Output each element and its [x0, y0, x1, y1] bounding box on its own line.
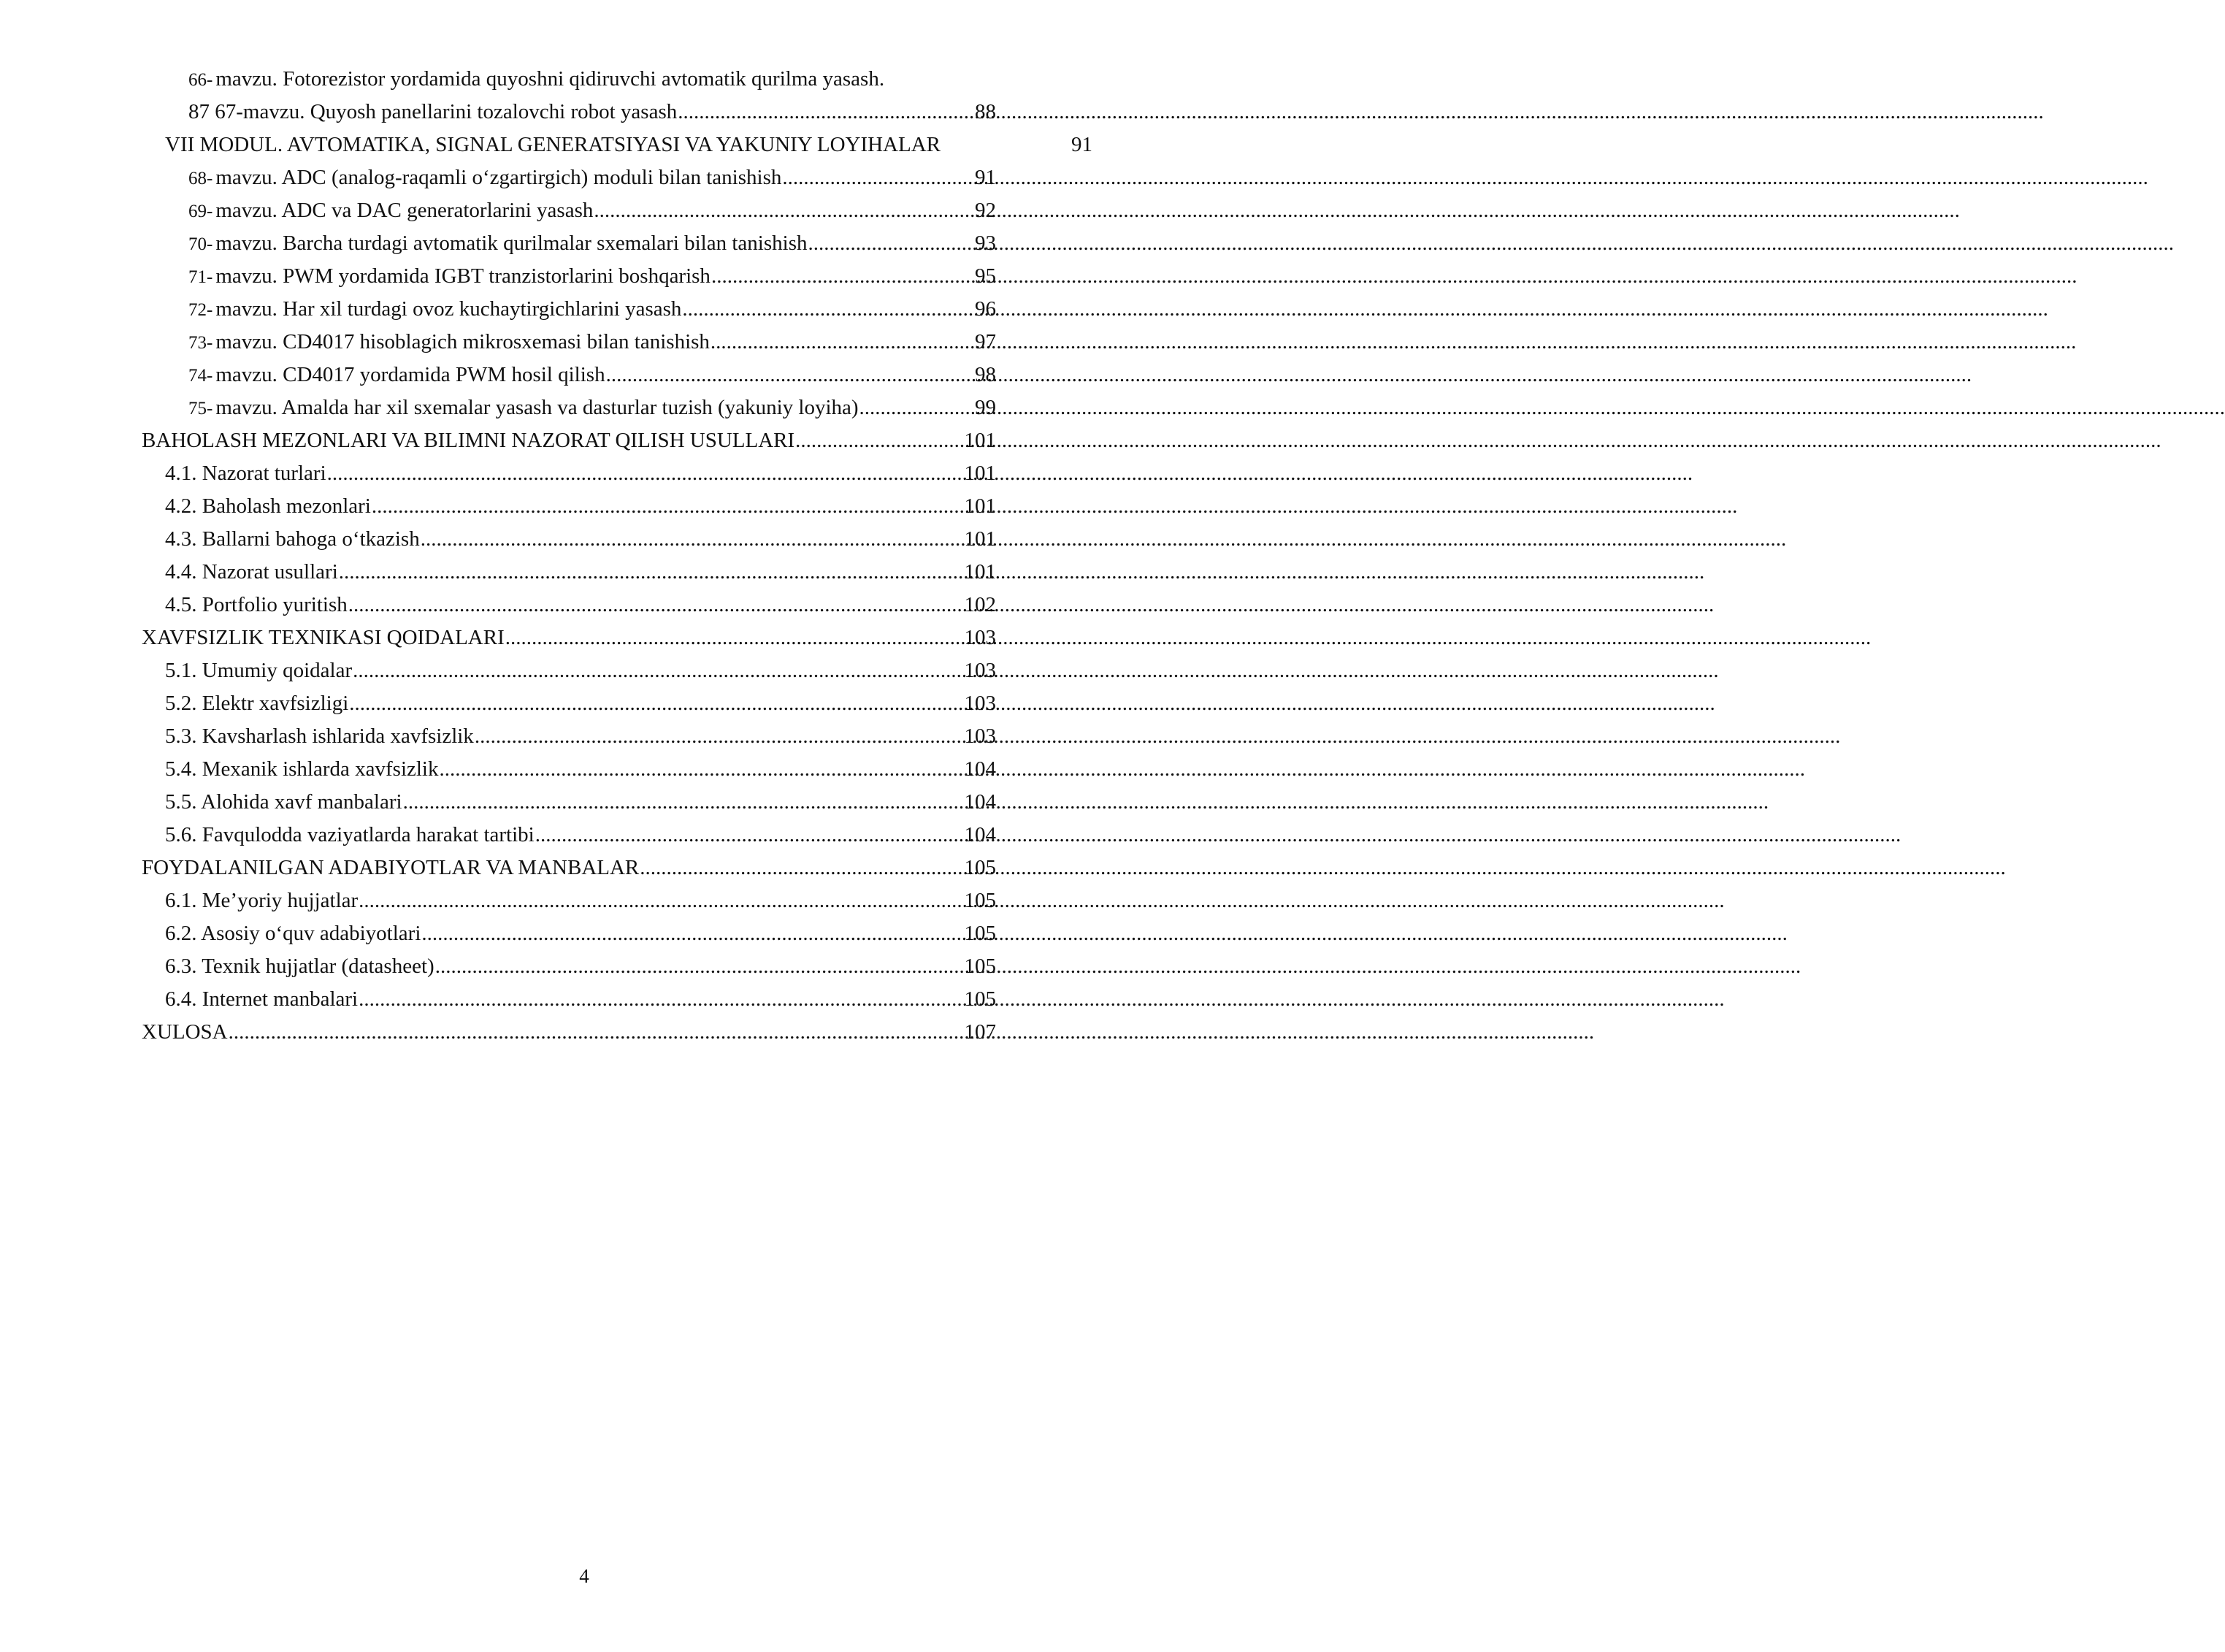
toc-entry-title: 6.2. Asosiy o‘quv adabiyotlari: [165, 922, 421, 945]
toc-entry[interactable]: [142, 1016, 996, 1049]
toc-entry-page: 103: [964, 626, 996, 649]
toc-dot-leader: [348, 589, 964, 622]
toc-entry-title: 6.1. Me’yoriy hujjatlar: [165, 889, 359, 912]
toc-entry-page: 88: [975, 100, 996, 123]
toc-dot-leader: [795, 424, 963, 457]
page-number: 4: [579, 1565, 589, 1587]
toc-entry-page: 101: [964, 560, 996, 584]
toc-entry-page: 92: [975, 199, 996, 222]
toc-entry[interactable]: [188, 326, 996, 359]
toc-entry[interactable]: [142, 852, 996, 884]
toc-entry-number: 71-: [188, 267, 213, 287]
toc-dot-leader: [594, 194, 974, 227]
toc-entry-page: 99: [975, 396, 996, 419]
toc-entry-number: 72-: [188, 300, 213, 320]
toc-entry[interactable]: [165, 687, 996, 720]
toc-entry[interactable]: [142, 622, 996, 654]
toc-entry[interactable]: [165, 490, 996, 523]
toc-entry-title: 5.1. Umumiy qoidalar: [165, 659, 353, 682]
toc-entry-page: 105: [964, 987, 996, 1011]
toc-entry-number: 73-: [188, 333, 213, 353]
toc-entry[interactable]: [165, 720, 996, 753]
toc-entry-page: 91: [1071, 133, 1092, 156]
table-of-contents: [0, 63, 1168, 1049]
toc-dot-leader: [421, 523, 964, 556]
toc-entry[interactable]: [165, 457, 996, 490]
toc-dot-leader: [682, 293, 974, 326]
toc-dot-leader: [327, 457, 964, 490]
toc-entry-page: 97: [975, 330, 996, 353]
toc-entry-title: mavzu. Har xil turdagi ovoz kuchaytirgichlarini yasash: [215, 297, 682, 321]
toc-dot-leader: [372, 490, 964, 523]
toc-dot-leader: [859, 391, 974, 424]
toc-dot-leader: [505, 622, 964, 654]
toc-entry-title: mavzu. ADC (analog-raqamli o‘zgartirgich) moduli bilan tanishish: [215, 166, 782, 189]
toc-entry-page: 93: [975, 232, 996, 255]
toc-dot-leader: [678, 96, 974, 129]
toc-entry-title: mavzu. Fotorezistor yordamida quyoshni qidiruvchi avtomatik qurilma yasash.: [215, 67, 885, 91]
toc-entry-title: 87 67-mavzu. Quyosh panellarini tozalovchi robot yasash: [188, 100, 678, 123]
toc-entry-title: BAHOLASH MEZONLARI VA BILIMNI NAZORAT QILISH USULLARI: [142, 429, 795, 452]
toc-entry-number: 74-: [188, 366, 213, 386]
toc-entry-page: 107: [964, 1020, 996, 1044]
toc-entry[interactable]: [188, 161, 996, 194]
toc-dot-leader: [353, 654, 963, 687]
toc-entry-page: 101: [964, 462, 996, 485]
toc-entry[interactable]: [188, 260, 996, 293]
toc-entry[interactable]: [165, 654, 996, 687]
toc-entry-page: 104: [964, 823, 996, 846]
toc-entry-page: 105: [964, 889, 996, 912]
toc-entry-title: 4.2. Baholash mezonlari: [165, 494, 371, 518]
toc-dot-leader: [640, 852, 963, 884]
toc-entry-number: 75-: [188, 399, 213, 418]
toc-entry-title: 5.4. Mexanik ishlarda xavfsizlik: [165, 757, 439, 781]
toc-entry-title: 5.5. Alohida xavf manbalari: [165, 790, 402, 814]
toc-entry-page: 104: [964, 757, 996, 781]
toc-entry-title: XULOSA: [142, 1020, 228, 1044]
toc-entry-page: 95: [975, 264, 996, 288]
toc-entry-title: XAVFSIZLIK TEXNIKASI QOIDALARI: [142, 626, 505, 649]
toc-entry[interactable]: [188, 194, 996, 227]
toc-entry[interactable]: [165, 950, 996, 983]
toc-entry-page: 104: [964, 790, 996, 814]
toc-dot-leader: [435, 950, 964, 983]
toc-entry-page: 105: [964, 922, 996, 945]
toc-dot-leader: [535, 819, 964, 852]
toc-entry-title: mavzu. Amalda har xil sxemalar yasash va dasturlar tuzish (yakuniy loyiha): [215, 396, 859, 419]
toc-entry[interactable]: [165, 884, 996, 917]
toc-entry-title: 4.5. Portfolio yuritish: [165, 593, 348, 616]
toc-entry[interactable]: [165, 556, 996, 589]
toc-dot-leader: [403, 786, 964, 819]
toc-entry-title: 4.1. Nazorat turlari: [165, 462, 326, 485]
toc-entry-page: 103: [964, 692, 996, 715]
toc-entry-page: 91: [975, 166, 996, 189]
toc-entry-title: 6.3. Texnik hujjatlar (datasheet): [165, 955, 434, 978]
toc-entry-title: 5.2. Elektr xavfsizligi: [165, 692, 349, 715]
toc-dot-leader: [359, 983, 963, 1016]
toc-entry-number: 69-: [188, 202, 213, 221]
toc-entry-page: 98: [975, 363, 996, 386]
toc-entry-page: 102: [964, 593, 996, 616]
toc-entry[interactable]: [188, 359, 996, 391]
toc-entry[interactable]: [188, 96, 996, 129]
toc-entry[interactable]: [188, 63, 996, 96]
toc-dot-leader: [359, 884, 963, 917]
toc-entry[interactable]: [165, 917, 996, 950]
toc-entry-title: mavzu. CD4017 hisoblagich mikrosxemasi bilan tanishish: [215, 330, 710, 353]
toc-entry-number: 70-: [188, 234, 213, 254]
toc-entry[interactable]: [165, 786, 996, 819]
toc-entry-title: FOYDALANILGAN ADABIYOTLAR VA MANBALAR: [142, 856, 640, 879]
toc-entry-number: 68-: [188, 169, 213, 188]
toc-entry-title: 5.6. Favqulodda vaziyatlarda harakat tartibi: [165, 823, 535, 846]
toc-dot-leader: [339, 556, 964, 589]
toc-entry-title: 4.3. Ballarni bahoga o‘tkazish: [165, 527, 420, 551]
toc-entry-page: 96: [975, 297, 996, 321]
toc-entry[interactable]: [165, 129, 1092, 161]
toc-entry-page: 105: [964, 856, 996, 879]
toc-entry-title: mavzu. ADC va DAC generatorlarini yasash: [215, 199, 594, 222]
toc-entry[interactable]: [165, 983, 996, 1016]
toc-entry-page: 103: [964, 724, 996, 748]
toc-entry-title: VII MODUL. AVTOMATIKA, SIGNAL GENERATSIYASI VA YAKUNIY LOYIHALAR: [165, 133, 941, 156]
toc-entry[interactable]: [165, 589, 996, 622]
toc-dot-leader: [711, 326, 974, 359]
toc-entry[interactable]: [142, 424, 996, 457]
toc-dot-leader: [606, 359, 974, 391]
toc-entry-page: 101: [964, 429, 996, 452]
toc-entry[interactable]: [188, 391, 996, 424]
toc-dot-leader: [808, 227, 974, 260]
toc-entry[interactable]: [165, 523, 996, 556]
toc-entry[interactable]: [165, 753, 996, 786]
toc-dot-leader: [475, 720, 964, 753]
toc-entry-number: 66-: [188, 70, 213, 90]
toc-entry-title: mavzu. PWM yordamida IGBT tranzistorlarini boshqarish: [215, 264, 711, 288]
toc-dot-leader: [229, 1016, 964, 1049]
toc-dot-leader: [440, 753, 964, 786]
toc-entry[interactable]: [188, 227, 996, 260]
toc-dot-leader: [349, 687, 963, 720]
toc-entry-title: mavzu. CD4017 yordamida PWM hosil qilish: [215, 363, 605, 386]
toc-dot-leader: [782, 161, 974, 194]
toc-entry-page: 101: [964, 527, 996, 551]
toc-entry-title: 5.3. Kavsharlash ishlarida xavfsizlik: [165, 724, 474, 748]
toc-entry-page: 103: [964, 659, 996, 682]
toc-entry-title: mavzu. Barcha turdagi avtomatik qurilmalar sxemalari bilan tanishish: [215, 232, 808, 255]
toc-entry[interactable]: [188, 293, 996, 326]
toc-entry-page: 105: [964, 955, 996, 978]
toc-entry-title: 6.4. Internet manbalari: [165, 987, 359, 1011]
toc-entry-title: 4.4. Nazorat usullari: [165, 560, 338, 584]
toc-entry[interactable]: [165, 819, 996, 852]
toc-entry-page: 101: [964, 494, 996, 518]
toc-dot-leader: [711, 260, 974, 293]
toc-dot-leader: [421, 917, 963, 950]
